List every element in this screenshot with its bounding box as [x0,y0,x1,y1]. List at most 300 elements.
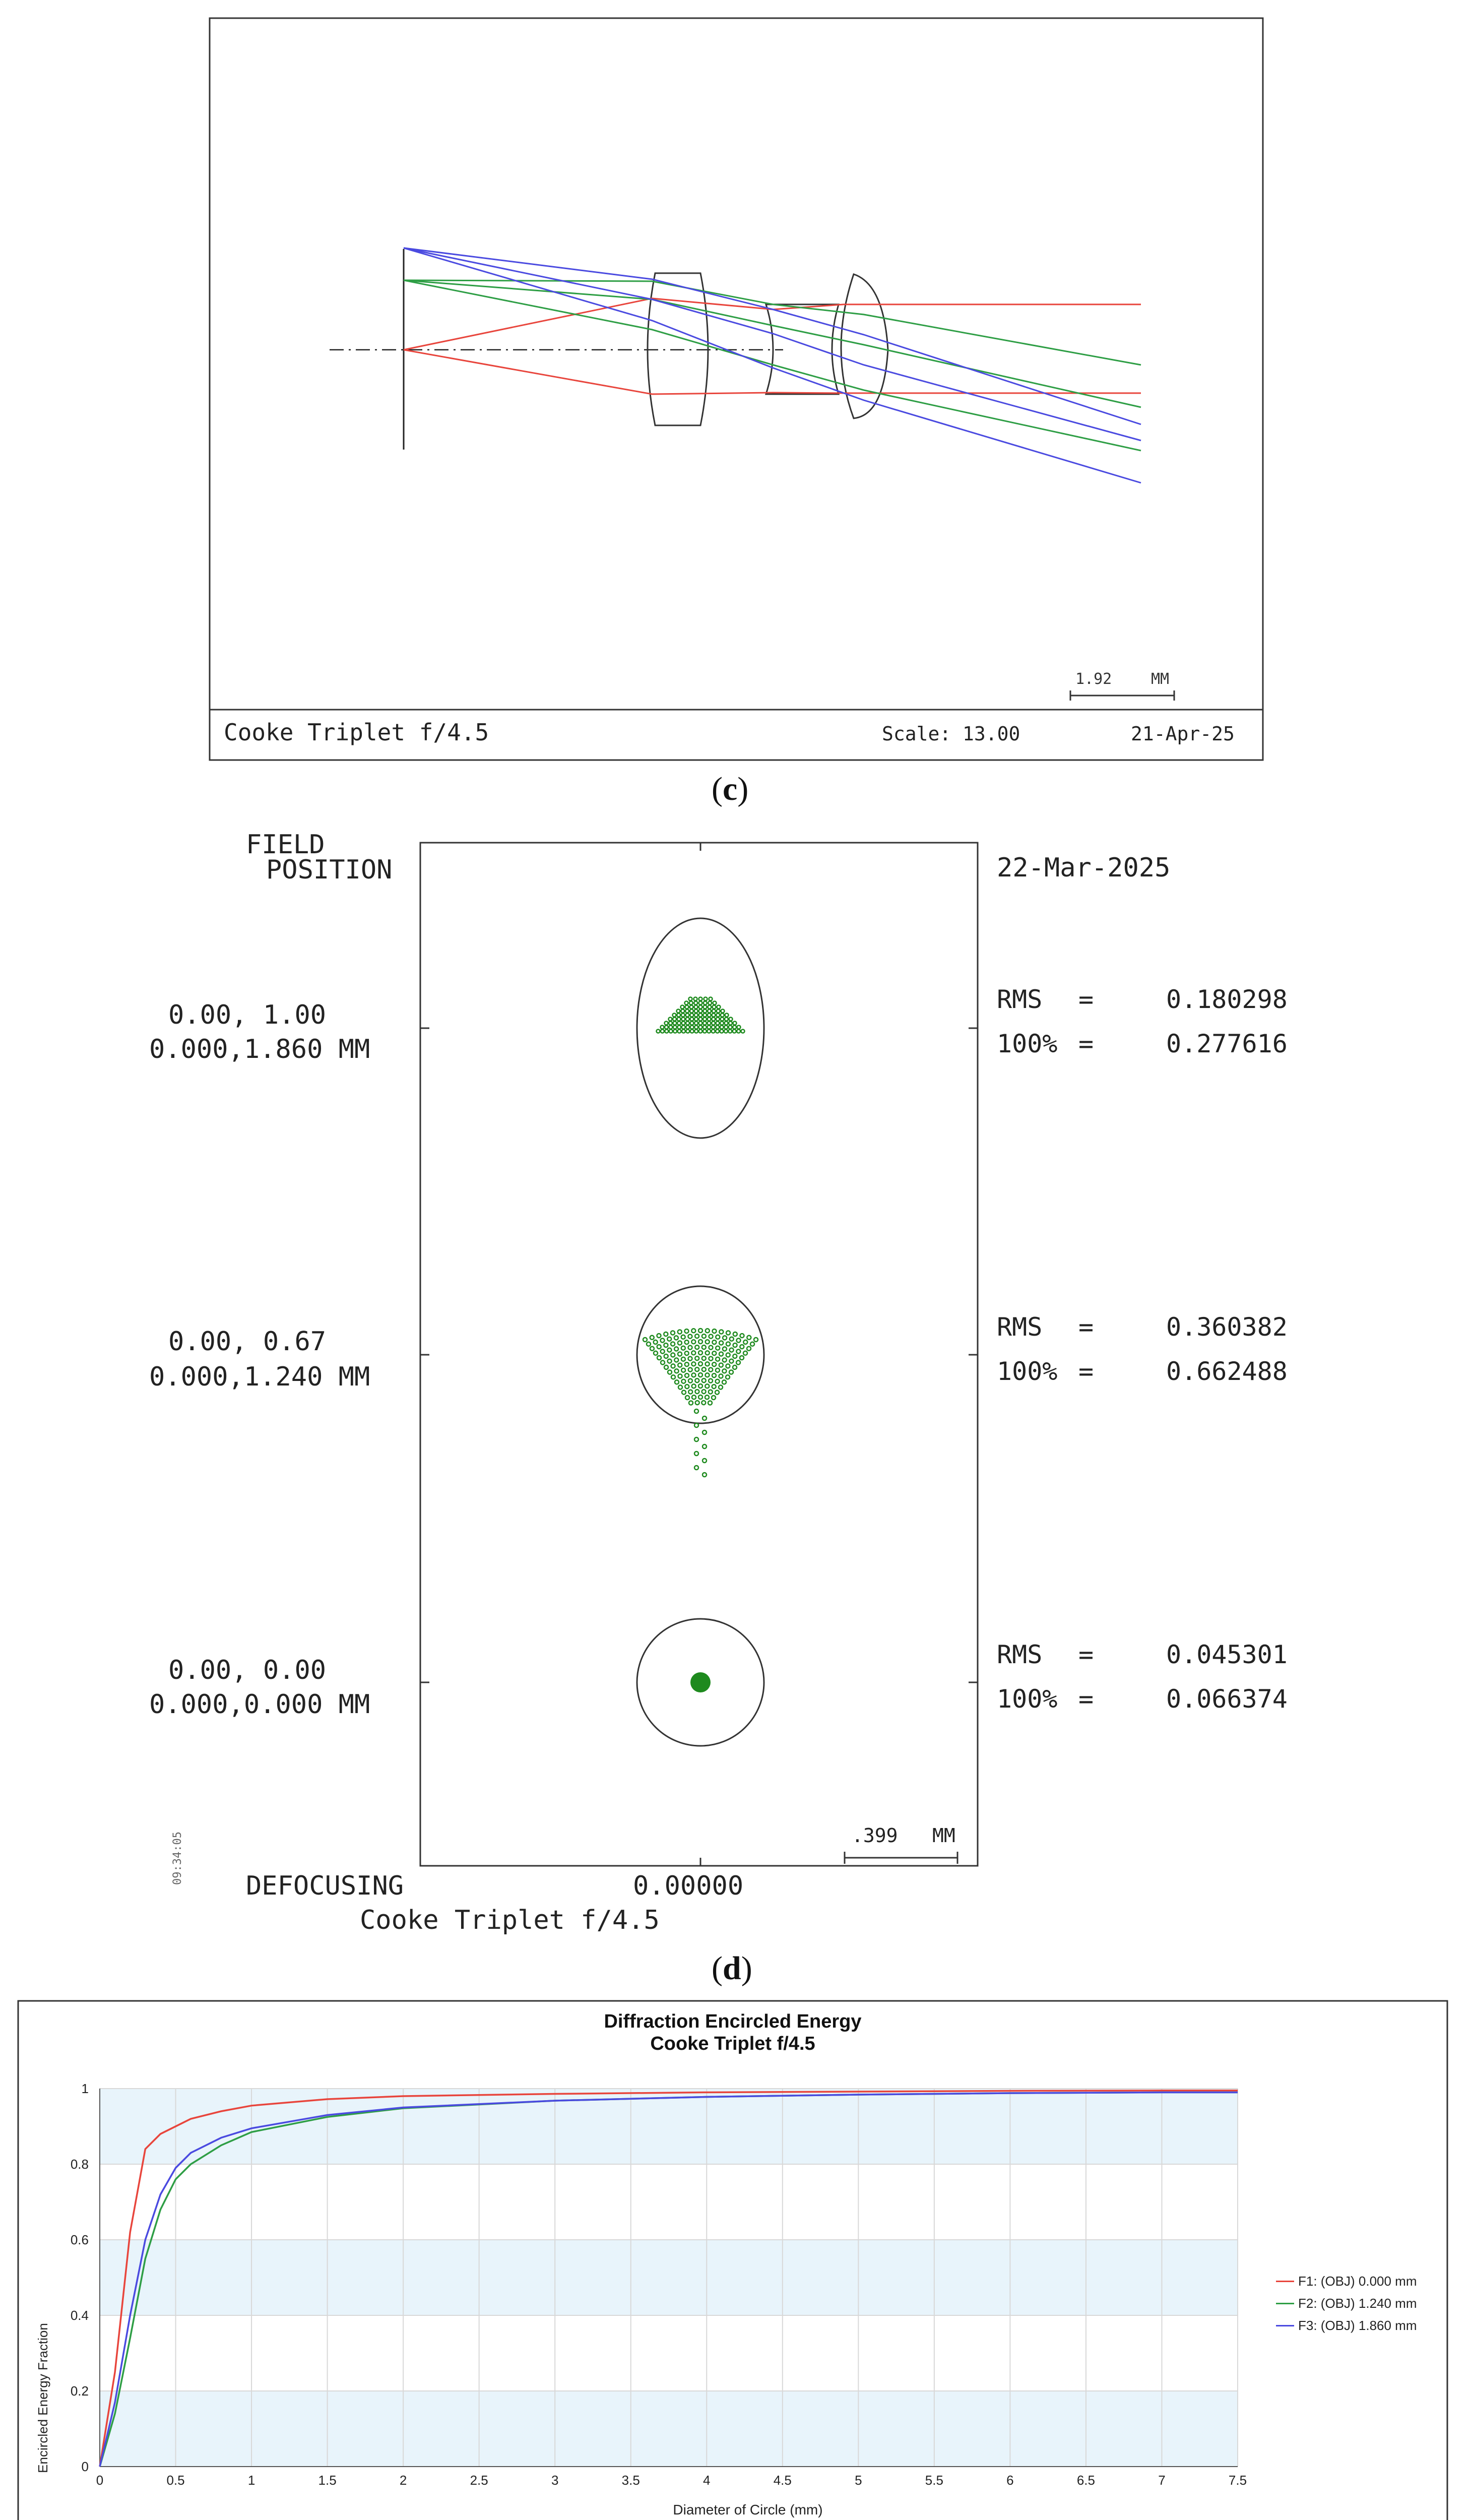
spot-point [724,1030,728,1033]
field-header-2: POSITION [266,855,393,885]
field-1-100-label: 100% [997,1029,1058,1058]
spot-point [677,1026,681,1029]
spot-point [719,1341,723,1345]
spot-point [694,1452,698,1456]
legend-label-f1: F1: (OBJ) 0.000 mm [1298,2273,1417,2289]
spot-point [669,1030,673,1033]
spot-point [692,1384,696,1388]
y-tick-label: 0.6 [70,2232,89,2247]
spot-point [705,1384,709,1388]
spot-point [712,1010,716,1013]
spot-point [698,1395,702,1399]
scalebar-value: 1.92 [1075,670,1112,688]
spot-point [733,1332,737,1336]
spot-point [690,1018,693,1021]
spot-point [737,1026,741,1029]
spot-point [703,1026,707,1029]
spot-point [694,1466,698,1470]
chart-band [100,2089,1238,2164]
legend-swatch-f3 [1276,2325,1294,2326]
spot-point [654,1351,658,1355]
spot-point [688,1357,692,1361]
spot-point [705,1395,709,1399]
spot-point [733,1354,737,1358]
spot-point [678,1363,682,1367]
spot-point [668,1359,672,1363]
defocusing-value: 0.00000 [633,1871,744,1901]
spot-point [743,1351,747,1355]
spot-point [681,1357,685,1361]
spot-point [694,1018,698,1021]
spot-point [720,1030,724,1033]
spot-point [686,1026,689,1029]
spot-point [667,1337,671,1341]
spot-point [699,1026,702,1029]
spot-point [678,1030,681,1033]
spot-point [698,1329,702,1333]
spot-point [657,1334,661,1338]
spot-point [650,1336,654,1340]
spot-point [708,1018,711,1021]
spot-point [694,997,697,1001]
spot-point [713,1005,716,1009]
spot-point [661,1026,664,1029]
spot-point [691,1340,695,1344]
spot-point [702,1444,707,1448]
field-2-100-eq: = [1078,1357,1094,1386]
spot-point [703,1014,707,1017]
field-1-rms-eq: = [1078,985,1094,1014]
field-2-100-label: 100% [997,1357,1058,1386]
spot-point [712,1014,716,1017]
spot-point [694,1014,698,1017]
spot-point [712,1362,716,1366]
spot-point [669,1018,672,1021]
spot-point [737,1339,741,1343]
spot-point [678,1374,682,1378]
spot-point [694,1423,698,1427]
spot-point [729,1370,733,1374]
spot-point [681,1005,684,1009]
spot-point [675,1380,679,1384]
spot-point [726,1375,730,1379]
spot-point [740,1356,744,1360]
spot-point [685,1329,689,1333]
x-tick-label: 7 [1158,2473,1166,2488]
legend-label-f3: F3: (OBJ) 1.860 mm [1298,2317,1417,2333]
spot-point [673,1014,676,1017]
spot-point [733,1030,736,1033]
spot-point [740,1345,744,1349]
legend-swatch-f1 [1276,2281,1294,2282]
spot-point [721,1010,725,1013]
spot-point [694,1022,698,1025]
spot-point [643,1338,647,1342]
chart-band [100,2240,1238,2315]
spot-point [685,1362,689,1366]
spot-point [677,1018,681,1021]
scale-label: Scale: [882,723,951,745]
y-tick-label: 1 [81,2081,89,2096]
spot-point [709,1335,713,1339]
spot-point [682,1391,686,1395]
spot-point [699,1014,702,1017]
spot-point [703,1030,707,1033]
spot-point [712,1373,716,1377]
layout-title: Cooke Triplet f/4.5 [224,719,489,746]
spot-point [715,1391,719,1395]
spot-point [674,1347,678,1351]
legend-swatch-f2 [1276,2303,1294,2304]
scale-value: 13.00 [963,723,1020,745]
spot-point [720,1018,724,1021]
spot-point [712,1026,715,1029]
spot-point [685,1351,689,1355]
spot-point [712,1340,716,1344]
spot-point [702,1345,706,1349]
spot-point [723,1347,727,1351]
spot-point [713,1329,717,1333]
spot-point [673,1022,677,1025]
spot-point [706,1362,710,1366]
lens-layout-diagram [209,17,1264,761]
spot-point [689,997,692,1001]
spot-point [747,1336,751,1340]
spot-point [690,1030,694,1033]
spot-point [730,1348,734,1352]
spot-point [729,1022,732,1025]
spot-point [691,1329,695,1333]
x-tick-label: 2 [399,2473,407,2488]
spot-field-3 [690,1672,711,1692]
spot-point [743,1340,747,1344]
x-tick-label: 4.5 [773,2473,792,2488]
spot-point [673,1018,676,1021]
spot-points [643,997,758,1477]
scalebar-unit: MM [1151,670,1170,688]
spot-point [699,1018,702,1021]
x-tick-label: 6 [1006,2473,1014,2488]
x-tick-label: 0 [96,2473,104,2488]
spot-point [709,1346,713,1350]
spot-point [703,1001,707,1005]
spot-point [716,1022,720,1025]
spot-point [690,1010,693,1013]
spot-point [695,1367,699,1371]
spot-point [691,1351,695,1355]
spot-point [706,1373,710,1377]
spot-point [698,1373,702,1377]
spot-point [677,1010,680,1013]
spot-point [688,1390,692,1394]
spot-point [695,1390,699,1394]
spot-point [750,1342,754,1346]
spot-point [694,1030,698,1033]
field-1-rel: 0.00, 1.00 [168,1000,327,1030]
spot-point [716,1346,720,1350]
y-tick-label: 0.8 [70,2157,89,2172]
spot-point [741,1030,745,1033]
spot-point [726,1342,730,1346]
chart-title: Diffraction Encircled Energy [604,2011,862,2032]
spot-point [713,1001,717,1005]
spot-point [661,1349,665,1353]
spot-point [716,1030,719,1033]
spot-point [708,1014,711,1017]
spot-point [665,1030,668,1033]
spot-point [733,1026,736,1029]
field-3-rms-value: 0.045301 [1166,1640,1288,1669]
field-1-rms-value: 0.180298 [1166,985,1288,1014]
field-3-rms-label: RMS [997,1640,1043,1669]
field-2-rel: 0.00, 0.67 [168,1327,327,1357]
spot-point [702,1459,707,1463]
spot-point [702,1430,707,1434]
spot-point [730,1337,734,1341]
spot-point [669,1026,672,1029]
spot-point [657,1356,661,1360]
spot-point [722,1369,726,1373]
x-tick-label: 5 [855,2473,862,2488]
spot-point [674,1358,678,1362]
spot-point [692,1373,696,1377]
panel-c [209,17,1264,761]
y-tick-label: 0.4 [70,2308,89,2323]
spot-point [712,1396,716,1400]
field-2-rms-eq: = [1078,1312,1094,1342]
airy-ellipse-field-1 [637,918,764,1138]
x-tick-label: 3.5 [621,2473,640,2488]
spot-point [699,1010,702,1013]
spot-point [695,1356,699,1360]
spot-point [719,1352,723,1356]
panel-d [0,827,1471,1945]
field-header-1: FIELD [246,830,325,860]
spot-point [673,1026,677,1029]
spot-point [720,1026,724,1029]
spot-point [681,1335,685,1339]
spot-point [699,1001,702,1005]
spot-scalebar-value: .399 [852,1824,898,1847]
spot-point [695,1345,699,1349]
spot-point [704,997,708,1001]
spot-point [726,1353,730,1357]
spot-point [708,1001,712,1005]
spot-point [664,1343,668,1347]
spot-point [685,1396,689,1400]
layout-date: 21-Apr-25 [1131,723,1235,745]
spot-point [706,1340,710,1344]
spot-point [707,1030,711,1033]
spot-point [685,1340,689,1344]
spot-date: 22-Mar-2025 [997,853,1171,883]
spot-point [703,1005,707,1009]
spot-point [719,1385,723,1389]
spot-point [737,1030,740,1033]
spot-point [725,1014,729,1017]
spot-point [712,1351,716,1355]
spot-point [681,1018,685,1021]
spot-point [736,1349,740,1353]
spot-point [675,1369,679,1373]
spot-point [726,1331,730,1335]
spot-point [708,1005,712,1009]
spot-point [681,1346,685,1350]
spot-point [716,1379,720,1383]
spot-point [657,1030,660,1033]
spot-point [690,1026,694,1029]
spot-point [674,1336,678,1340]
spot-point [681,1010,684,1013]
spot-point [702,1356,706,1360]
spot-point [692,1395,696,1399]
legend-item-f1 [1276,2270,1417,2292]
spot-title: Cooke Triplet f/4.5 [360,1905,660,1935]
field-2-rms-label: RMS [997,1312,1043,1342]
spot-point [754,1338,758,1342]
spot-point [747,1347,751,1351]
legend-item-f3 [1276,2314,1417,2337]
spot-point [712,1030,715,1033]
spot-point [719,1330,723,1334]
spot-point [725,1022,728,1025]
spot-point [678,1330,682,1334]
spot-point [682,1026,685,1029]
spot-point [671,1364,675,1368]
spot-point [699,1022,702,1025]
defocusing-label: DEFOCUSING [246,1871,404,1901]
spot-point [698,1362,702,1366]
spot-point [669,1022,672,1025]
x-tick-label: 1.5 [318,2473,337,2488]
spot-point [712,1384,716,1389]
spot-point [661,1360,665,1364]
spot-point [694,1001,697,1005]
spot-point [716,1368,720,1372]
spot-point [688,1379,692,1383]
spot-point [694,1409,698,1413]
spot-point [681,1379,685,1383]
spot-point [690,1005,693,1009]
spot-point [706,1351,710,1355]
legend-label-f2: F2: (OBJ) 1.240 mm [1298,2295,1417,2311]
spot-point [703,1010,707,1013]
spot-point [688,1368,692,1372]
caption-c: (c) [712,771,749,807]
spot-point [708,1022,711,1025]
spot-point [698,1340,702,1344]
spot-point [689,1001,693,1005]
spot-point [703,1022,707,1025]
side-stamp: 09:34:05 [171,1832,184,1885]
spot-point [686,1030,689,1033]
spot-point [695,1334,699,1338]
spot-point [717,1005,721,1009]
spot-point [665,1022,668,1025]
spot-point [707,1026,711,1029]
spot-point [671,1353,675,1357]
spot-point [686,1014,689,1017]
field-2-100-value: 0.662488 [1166,1357,1288,1386]
spot-point [716,1335,720,1339]
spot-point [717,1010,720,1013]
spot-point [721,1014,724,1017]
spot-point [722,1380,726,1384]
spot-point [686,1022,689,1025]
spot-point [709,997,713,1001]
x-tick-label: 0.5 [166,2473,185,2488]
field-3-100-label: 100% [997,1684,1058,1714]
spot-point [689,1401,693,1405]
spot-point [657,1345,661,1349]
spot-point [706,1329,710,1333]
spot-point [690,1014,693,1017]
spot-point [681,1368,685,1372]
spot-point [678,1352,682,1356]
spot-point [724,1026,728,1029]
spot-point [716,1014,720,1017]
spot-point [681,1014,685,1017]
spot-point [709,1390,713,1394]
spot-point [740,1334,744,1338]
spot-point [647,1342,651,1346]
spot-point [702,1367,706,1371]
spot-point [664,1354,668,1358]
spot-point [698,1384,702,1388]
spot-point [723,1358,727,1362]
y-tick-label: 0 [81,2459,89,2474]
spot-point [716,1357,720,1361]
spot-point [678,1385,682,1389]
spot-point [699,997,702,1001]
spot-point [671,1331,675,1335]
spot-point [702,1378,706,1382]
x-tick-label: 3 [551,2473,559,2488]
spot-point [702,1334,706,1338]
spot-point [703,1018,707,1021]
spot-point [661,1030,664,1033]
spot-point [736,1360,740,1364]
caption-d: (d) [712,1950,752,1987]
field-1-abs: 0.000,1.860 MM [149,1034,370,1064]
spot-point [716,1018,720,1021]
spot-point [677,1014,680,1017]
spot-point [682,1030,685,1033]
spot-point [719,1374,723,1378]
spot-point [709,1357,713,1361]
chart-subtitle: Cooke Triplet f/4.5 [650,2033,815,2054]
spot-point [701,1401,706,1405]
spot-point [702,1473,707,1477]
spot-point [654,1340,658,1344]
spot-point [694,1026,698,1029]
spot-point [733,1022,737,1025]
spot-point [685,1384,689,1389]
spot-point [688,1335,692,1339]
encircled-energy-chart [17,2000,1448,2520]
field-3-abs: 0.000,0.000 MM [149,1689,370,1720]
spot-point [671,1342,675,1346]
x-tick-label: 2.5 [470,2473,488,2488]
spot-point [667,1348,671,1352]
spot-point [729,1026,732,1029]
spot-point [733,1365,737,1369]
spot-point [664,1332,668,1336]
legend-item-f2 [1276,2292,1417,2314]
spot-point [695,1401,699,1405]
spot-point [678,1341,682,1345]
spot-point [682,1022,685,1025]
